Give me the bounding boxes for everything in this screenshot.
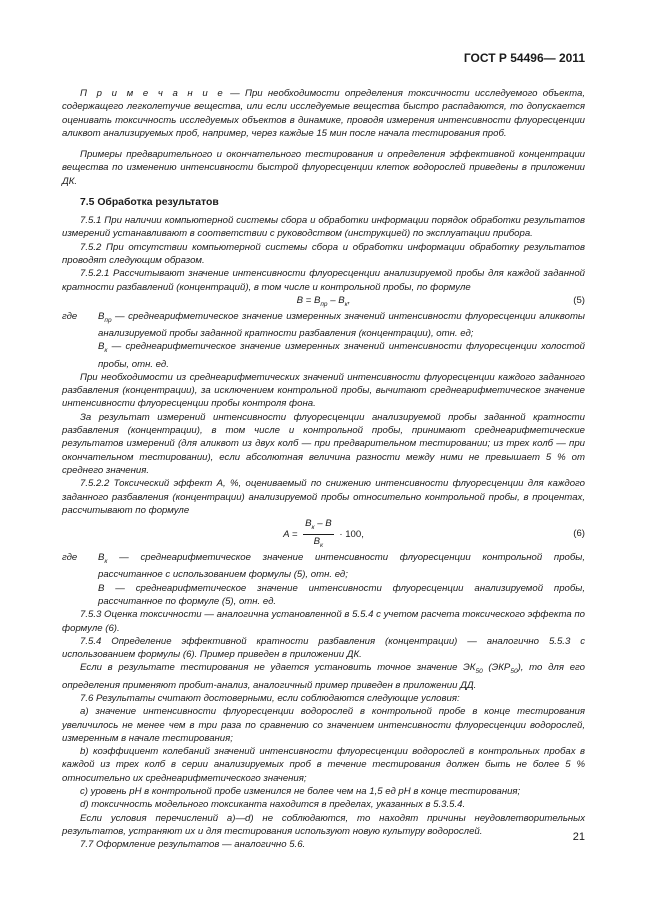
examples-paragraph: Примеры предварительного и окончательного тестирования и определения эффективной концентрации вещества по изменению интенсивности быстрой флуоресценции клеток водорослей приведены в приложении ДК. bbox=[62, 149, 585, 187]
note-text: — При необходимости определения токсичности исследуемого объекта, содержащего легколетучие вещества, или если исследуемые вещества быстро распадаются, то допускается оценивать токсичность исследуемых объектов в динамике, проводя измерения интенсивности флуоресценции аликвот анализируемых проб, например, через каждые 15 мин после начала тестирования проб. bbox=[62, 88, 585, 139]
condition-d: d) токсичность модельного токсиканта находится в пределах, указанных в 5.3.5.4. bbox=[80, 799, 466, 811]
where-6-def-1: где $B_к$ — среднеарифметическое значение интенсивности флуоресценции контрольной пробы, рассчитанное с использованием формулы (5), отн. ед; bbox=[62, 552, 585, 581]
paragraph-7-5-1: 7.5.1 При наличии компьютерной системы сбора и обработки информации порядок обработки результатов измерений устанавливают в соответствии с руководством (инструкцией) по эксплуатации прибора. bbox=[62, 215, 585, 240]
condition-a: а) значение интенсивности флуоресценции водорослей в контрольной пробе в конце тестирования увеличилось не менее чем в три раза по сравнению со значением интенсивности флуоресценции водорослей, измеренным в начале тестирования; bbox=[62, 706, 585, 744]
paragraph-7-5-4: 7.5.4 Определение эффективной кратности разбавления (концентрации) — аналогично 5.5.3 с использованием формулы (6). Пример приведен в приложении ДК. bbox=[62, 635, 585, 661]
formula-5-number: (5) bbox=[573, 294, 585, 306]
where-5-def-1: где $B_{пр}$ — среднеарифметическое значение измеренных значений интенсивности флуоресценции аликвоты анализируемой пробы заданной кратности разбавления (концентрации), отн. ед; bbox=[62, 310, 585, 340]
paragraph-7-5-2: 7.5.2 При отсутствии компьютерной системы сбора и обработки информации обработку результатов проводят следующим образом. bbox=[62, 241, 585, 266]
condition-c: с) уровень рН в контрольной пробе изменился не более чем на 1,5 ед рН в конце тестирования; bbox=[80, 785, 521, 797]
paragraph-7-7: 7.7 Оформление результатов — аналогично 5.6. bbox=[80, 839, 306, 851]
note-lead: П р и м е ч а н и е bbox=[80, 88, 225, 99]
where-6-def-2: B — среднеарифметическое значение интенсивности флуоресценции анализируемой пробы, рассчитанное по формуле (5), отн. ед. bbox=[98, 582, 585, 607]
if-not-paragraph: Если условия перечислений а)—d) не соблюдаются, то находят причины неудовлетворительных результатов, устраняют их и для тестирования используют новую культуру водорослей. bbox=[62, 812, 585, 837]
formula-5: $B = B_{пр} - B_к$, (5) bbox=[296, 294, 585, 308]
paragraph-7-6: 7.6 Результаты считают достоверными, если соблюдаются следующие условия: bbox=[80, 692, 460, 704]
where-5-def-2: $B_к$ — среднеарифметическое значение измеренных значений интенсивности флуоресценции холостой пробы, отн. ед. bbox=[98, 341, 585, 370]
formula-6: A = $\frac{B_к - B}{B_к}$ · 100, (6) bbox=[283, 518, 585, 549]
note-paragraph bbox=[62, 87, 585, 140]
condition-b: b) коэффициент колебаний значений интенсивности флуоресценции водорослей в контрольных пробах в каждой из трех колб в серии анализируемых проб в течение тестирования должен быть не более 5 % относительно их среднеарифметического значения; bbox=[62, 746, 585, 784]
result-paragraph: За результат измерений интенсивности флуоресценции анализируемой пробы заданной кратности разбавления (концентрации), в том числе и контрольной пробы, принимают среднеарифметические результатов измерений (для аликвот из двух колб — при предварительном тестировании; из трех колб — при окончательном тестировании), если абсолютная величина разности между ними не превышает 5 % от среднего значения. bbox=[62, 411, 585, 476]
paragraph-7-5-3: 7.5.3 Оценка токсичности — аналогична установленной в 5.5.4 с учетом расчета токсического эффекта по формуле (6). bbox=[62, 609, 585, 634]
ec50-paragraph: Если в результате тестирования не удается установить точное значение $ЭК_{50}$ $(ЭКР_{50})$, то для его определения применяют пробит-анализ, аналогичный пример приведен в приложении ДД. bbox=[62, 662, 585, 691]
necessity-paragraph: При необходимости из среднеарифметических значений интенсивности флуоресценции каждого заданного разбавления (концентрации), за исключением контрольной пробы, вычитают среднеарифметическое значение интенсивности флуоресценции пробы контроля фона. bbox=[62, 371, 585, 410]
page-content bbox=[62, 87, 585, 851]
standard-header: ГОСТ Р 54496— 2011 bbox=[463, 51, 585, 65]
formula-6-number: (6) bbox=[573, 528, 585, 540]
paragraph-7-5-2-2: 7.5.2.2 Токсический эффект A, %, оцениваемый по снижению интенсивности флуоресценции для каждого заданного разбавления (концентрации) анализируемой пробы относительно контрольной пробы, в процентах, рассчитывают по формуле bbox=[62, 478, 585, 516]
section-title: 7.5 Обработка результатов bbox=[80, 197, 219, 209]
page-number: 21 bbox=[572, 831, 585, 843]
paragraph-7-5-2-1: 7.5.2.1 Рассчитывают значение интенсивности флуоресценции анализируемой пробы для каждой заданной кратности разбавлений (концентраций), в том числе и контрольной пробы, по формуле bbox=[62, 268, 585, 293]
